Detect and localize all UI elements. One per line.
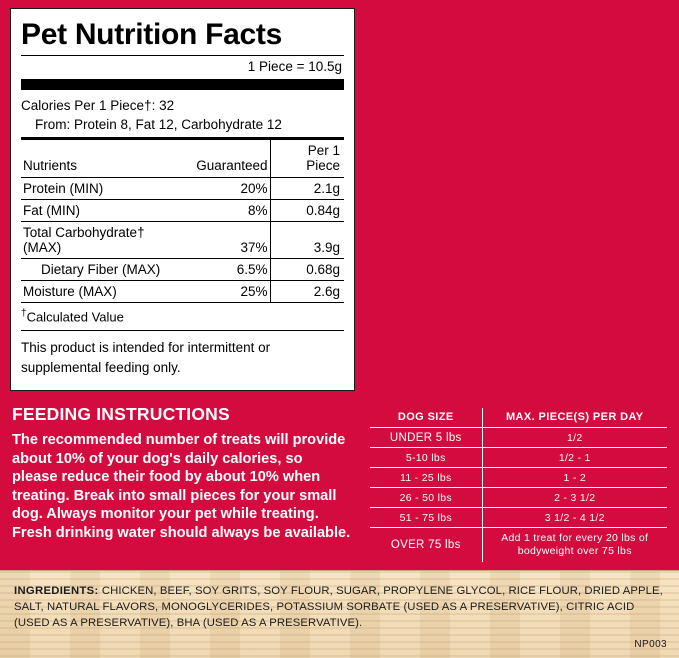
nutrient-guaranteed: 6.5% [184,258,270,280]
serving-size: 1 Piece = 10.5g [247,58,342,74]
product-code: NP003 [634,639,667,650]
col-header-max-pieces: MAX. PIECE(S) PER DAY [482,408,667,428]
ingredients-list: CHICKEN, BEEF, SOY GRITS, SOY FLOUR, SUGAR, PROPYLENE GLYCOL, RICE FLOUR, DRIED APPLE, SALT, NATURAL FLAVORS, MONOGLYCERIDES, POTASSIUM SORBATE (USED AS A PRESERVATIVE), CITRIC ACID (USED AS A PRESERVATIVE), BHA (USED AS A PRESERVATIVE). [14,585,663,630]
calories-per-piece: Calories Per 1 Piece†: 32 [21,97,175,113]
dog-size-table [370,408,667,562]
table-row [370,488,667,508]
table-row [21,280,344,302]
footnote [21,303,344,330]
dog-size: OVER 75 lbs [370,528,482,563]
nutrient-name: Total Carbohydrate† (MAX) [21,221,184,258]
nutrient-name: Fat (MIN) [21,199,184,221]
nutrient-name: Protein (MIN) [21,177,184,199]
col-header-dog-size: DOG SIZE [370,408,482,428]
table-row [370,448,667,468]
table-row [370,468,667,488]
col-header-guaranteed: Guaranteed [196,157,268,173]
max-pieces: 1/2 [482,428,667,448]
panel-title: Pet Nutrition Facts [21,18,282,51]
ingredients-text-block [14,583,666,631]
nutrient-name: Moisture (MAX) [21,280,184,302]
divider-thick [21,79,344,90]
nutrition-facts-panel [10,8,355,391]
nutrient-per-piece: 2.6g [270,280,344,302]
ingredients-label: INGREDIENTS: [14,585,99,597]
table-row [21,258,344,280]
max-pieces: 1/2 - 1 [482,448,667,468]
dog-size: 11 - 25 lbs [370,468,482,488]
feeding-disclaimer: This product is intended for intermittent or supplemental feeding only. [21,339,271,376]
nutrient-name: Dietary Fiber (MAX) [21,258,184,280]
table-row [21,221,344,258]
nutrient-guaranteed: 25% [184,280,270,302]
dog-size: 26 - 50 lbs [370,488,482,508]
calories-from: From: Protein 8, Fat 12, Carbohydrate 12 [35,117,282,133]
max-pieces: 1 - 2 [482,468,667,488]
calories-block [21,90,344,137]
nutrient-guaranteed: 37% [184,221,270,258]
table-row [370,428,667,448]
table-row [21,177,344,199]
table-row [370,528,667,563]
max-pieces: 3 1/2 - 4 1/2 [482,508,667,528]
footnote-marker: † [21,307,27,319]
col-header-per-piece: Per 1 Piece [270,140,344,178]
nutrient-per-piece: 0.68g [270,258,344,280]
nutrient-per-piece: 0.84g [270,199,344,221]
nutrients-table-header [21,140,344,178]
max-pieces: Add 1 treat for every 20 lbs of bodyweight over 75 lbs [501,531,649,558]
feeding-instructions [12,404,352,542]
nutrients-table [21,140,344,302]
nutrient-per-piece: 2.1g [270,177,344,199]
table-row [21,199,344,221]
dog-table-header [370,408,667,428]
feeding-instructions-body: The recommended number of treats will provide about 10% of your dog's daily calories, so please reduce their food by about 10% when treating. Break into small pieces for your small dog. Always monitor your pet while treating. Fresh drinking water should always be available. [12,432,351,541]
ingredients-strip [0,570,679,658]
table-row [370,508,667,528]
dog-size: 5-10 lbs [370,448,482,468]
dog-size: UNDER 5 lbs [370,428,482,448]
max-pieces: 2 - 3 1/2 [482,488,667,508]
footnote-text: Calculated Value [26,308,124,324]
dog-size: 51 - 75 lbs [370,508,482,528]
col-header-nutrients: Nutrients [23,157,78,173]
nutrient-guaranteed: 8% [184,199,270,221]
nutrient-guaranteed: 20% [184,177,270,199]
nutrient-per-piece: 3.9g [270,221,344,258]
feeding-instructions-heading: FEEDING INSTRUCTIONS [12,404,230,424]
dog-size-table-wrapper [370,408,667,562]
